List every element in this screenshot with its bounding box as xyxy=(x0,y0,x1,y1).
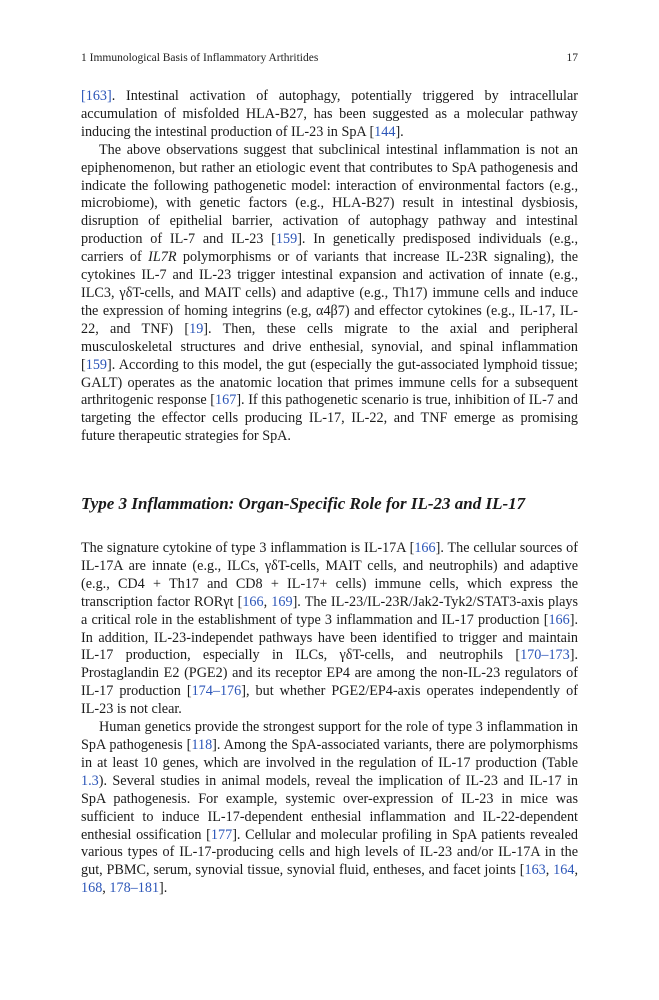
text-run: ]. xyxy=(395,123,404,140)
text-run: IL7R xyxy=(148,249,177,266)
text-run: ]. In genetically predisposed individuals (e.g., carriers of xyxy=(81,231,578,266)
text-run: , xyxy=(102,880,110,897)
citation-link[interactable]: 144 xyxy=(374,123,396,140)
text-run: ]. In addition, IL-23-independet pathways have been identified to trigger and maintain IL-17 production, especially in ILCs, γδT-cells, and neutrophils [ xyxy=(81,611,578,664)
text-run: ). Several studies in animal models, reveal the implication of IL-23 and IL-17 in SpA pathogenesis. For example, systemic over-expression of IL-23 in mice was sufficient to induce IL-17-dependent enthesial inflammation and IL-22-dependent enthesial ossification [ xyxy=(81,772,578,843)
running-header xyxy=(81,52,578,68)
citation-link[interactable]: 118 xyxy=(191,736,213,753)
text-run: ]. xyxy=(159,880,168,897)
citation-link[interactable]: 177 xyxy=(210,826,233,843)
paragraph xyxy=(81,540,578,719)
text-run: The above observations suggest that subclinical intestinal inflammation is not an epiphenomenon, but rather an etiologic event that contributes to SpA pathogenesis and indicate the following pathogenetic model: interaction of environmental factors (e.g., microbiome), with genetic factors (e.g., HLA-B27) result in intestinal dysbiosis, disruption of epithelial barrier, activation of autophagy pathway and intestinal production of IL-7 and IL-23 [ xyxy=(81,141,578,248)
paragraph xyxy=(81,142,578,446)
page-number: 17 xyxy=(566,52,578,64)
citation-link[interactable]: 169 xyxy=(271,593,293,610)
text-run: The signature cytokine of type 3 inflammation is IL-17A [ xyxy=(81,540,415,556)
text-run: ]. Among the SpA-associated variants, there are polymorphisms in at least 10 genes, which are involved in the regulation of IL-17 production (Table xyxy=(81,736,578,771)
text-run: , xyxy=(263,593,272,610)
section-intestinal-body xyxy=(81,88,578,446)
text-run: ]. Prostaglandin E2 (PGE2) and its receptor EP4 are among the non-IL-23 regulators of IL-17 production [ xyxy=(81,647,578,700)
text-run: , xyxy=(545,862,554,879)
citation-link[interactable]: 170–173 xyxy=(520,647,570,664)
paragraph xyxy=(81,88,578,142)
citation-link[interactable]: 166 xyxy=(548,611,570,628)
citation-link[interactable]: 168 xyxy=(81,880,103,897)
citation-link[interactable]: 174–176 xyxy=(191,683,242,700)
citation-link[interactable]: 163 xyxy=(524,862,546,879)
citation-link[interactable]: [163] xyxy=(81,88,112,104)
text-run: . Intestinal activation of autophagy, potentially triggered by intracellular accumulation of misfolded HLA-B27, has been suggested as a molecular pathway inducing the intestinal production of IL-23 in SpA [ xyxy=(81,88,578,140)
section-heading: Type 3 Inflammation: Organ-Specific Role for IL-23 and IL-17 xyxy=(81,494,526,513)
text-run: ], but whether PGE2/EP4-axis operates independently of IL-23 is not clear. xyxy=(81,683,579,718)
section-type3-body xyxy=(81,540,578,898)
text-run: ]. The cellular sources of IL-17A are innate (e.g., ILCs, γδT-cells, MAIT cells, and neutrophils) and adaptive (e.g., CD4 + Th17 and CD8 + IL-17+ cells) immune cells, which express the transcription factor RORγt [ xyxy=(81,540,578,610)
chapter-title: 1 Immunological Basis of Inflammatory Arthritides xyxy=(81,52,319,64)
text-run: ]. Cellular and molecular profiling in SpA patients revealed various types of IL-17-producing cells and high levels of IL-23 and/or IL-17A in the gut, PBMC, serum, synovial tissue, synovial fluid, entheses, and facet joints [ xyxy=(81,826,579,879)
text-run: polymorphisms or of variants that increase IL-23R signaling), the cytokines IL-7 and IL-23 trigger intestinal expansion and activation of innate (e.g., ILC3, γδT-cells, and MAIT cells) and adaptive (e.g., Th17) immune cells and induce the expression of homing integrins (e.g, α4β7) and effector cytokines (e.g., IL-17, IL-22, and TNF) [ xyxy=(81,249,578,337)
citation-link[interactable]: 1.3 xyxy=(81,772,99,789)
text-run: Human genetics provide the strongest support for the role of type 3 inflammation in SpA pathogenesis [ xyxy=(81,719,578,753)
paragraph xyxy=(81,719,578,898)
citation-link[interactable]: 159 xyxy=(85,356,108,373)
citation-link[interactable]: 167 xyxy=(215,392,237,409)
citation-link[interactable]: 166 xyxy=(414,540,436,556)
text-run: ]. If this pathogenetic scenario is true, inhibition of IL-7 and targeting the effector cells producing IL-17, IL-22, and TNF emerge as promising future therapeutic strategies for SpA. xyxy=(81,392,578,445)
text-run: ]. The IL-23/IL-23R/Jak2-Tyk2/STAT3-axis plays a critical role in the establishment of type 3 inflammation and IL-17 production [ xyxy=(81,593,579,628)
citation-link[interactable]: 164 xyxy=(553,862,575,879)
text-run: ]. According to this model, the gut (especially the gut-associated lymphoid tissue; GALT) operates as the anatomic location that primes immune cells for a subsequent arthritogenic response [ xyxy=(81,356,578,409)
citation-link[interactable]: 19 xyxy=(189,320,204,337)
text-run: ]. Then, these cells migrate to the axial and peripheral musculoskeletal structures and drive enthesial, synovial, and spinal inflammation [ xyxy=(81,320,579,373)
citation-link[interactable]: 178–181 xyxy=(109,880,160,897)
text-run: , xyxy=(574,862,578,879)
citation-link[interactable]: 166 xyxy=(242,593,264,610)
citation-link[interactable]: 159 xyxy=(275,231,298,248)
